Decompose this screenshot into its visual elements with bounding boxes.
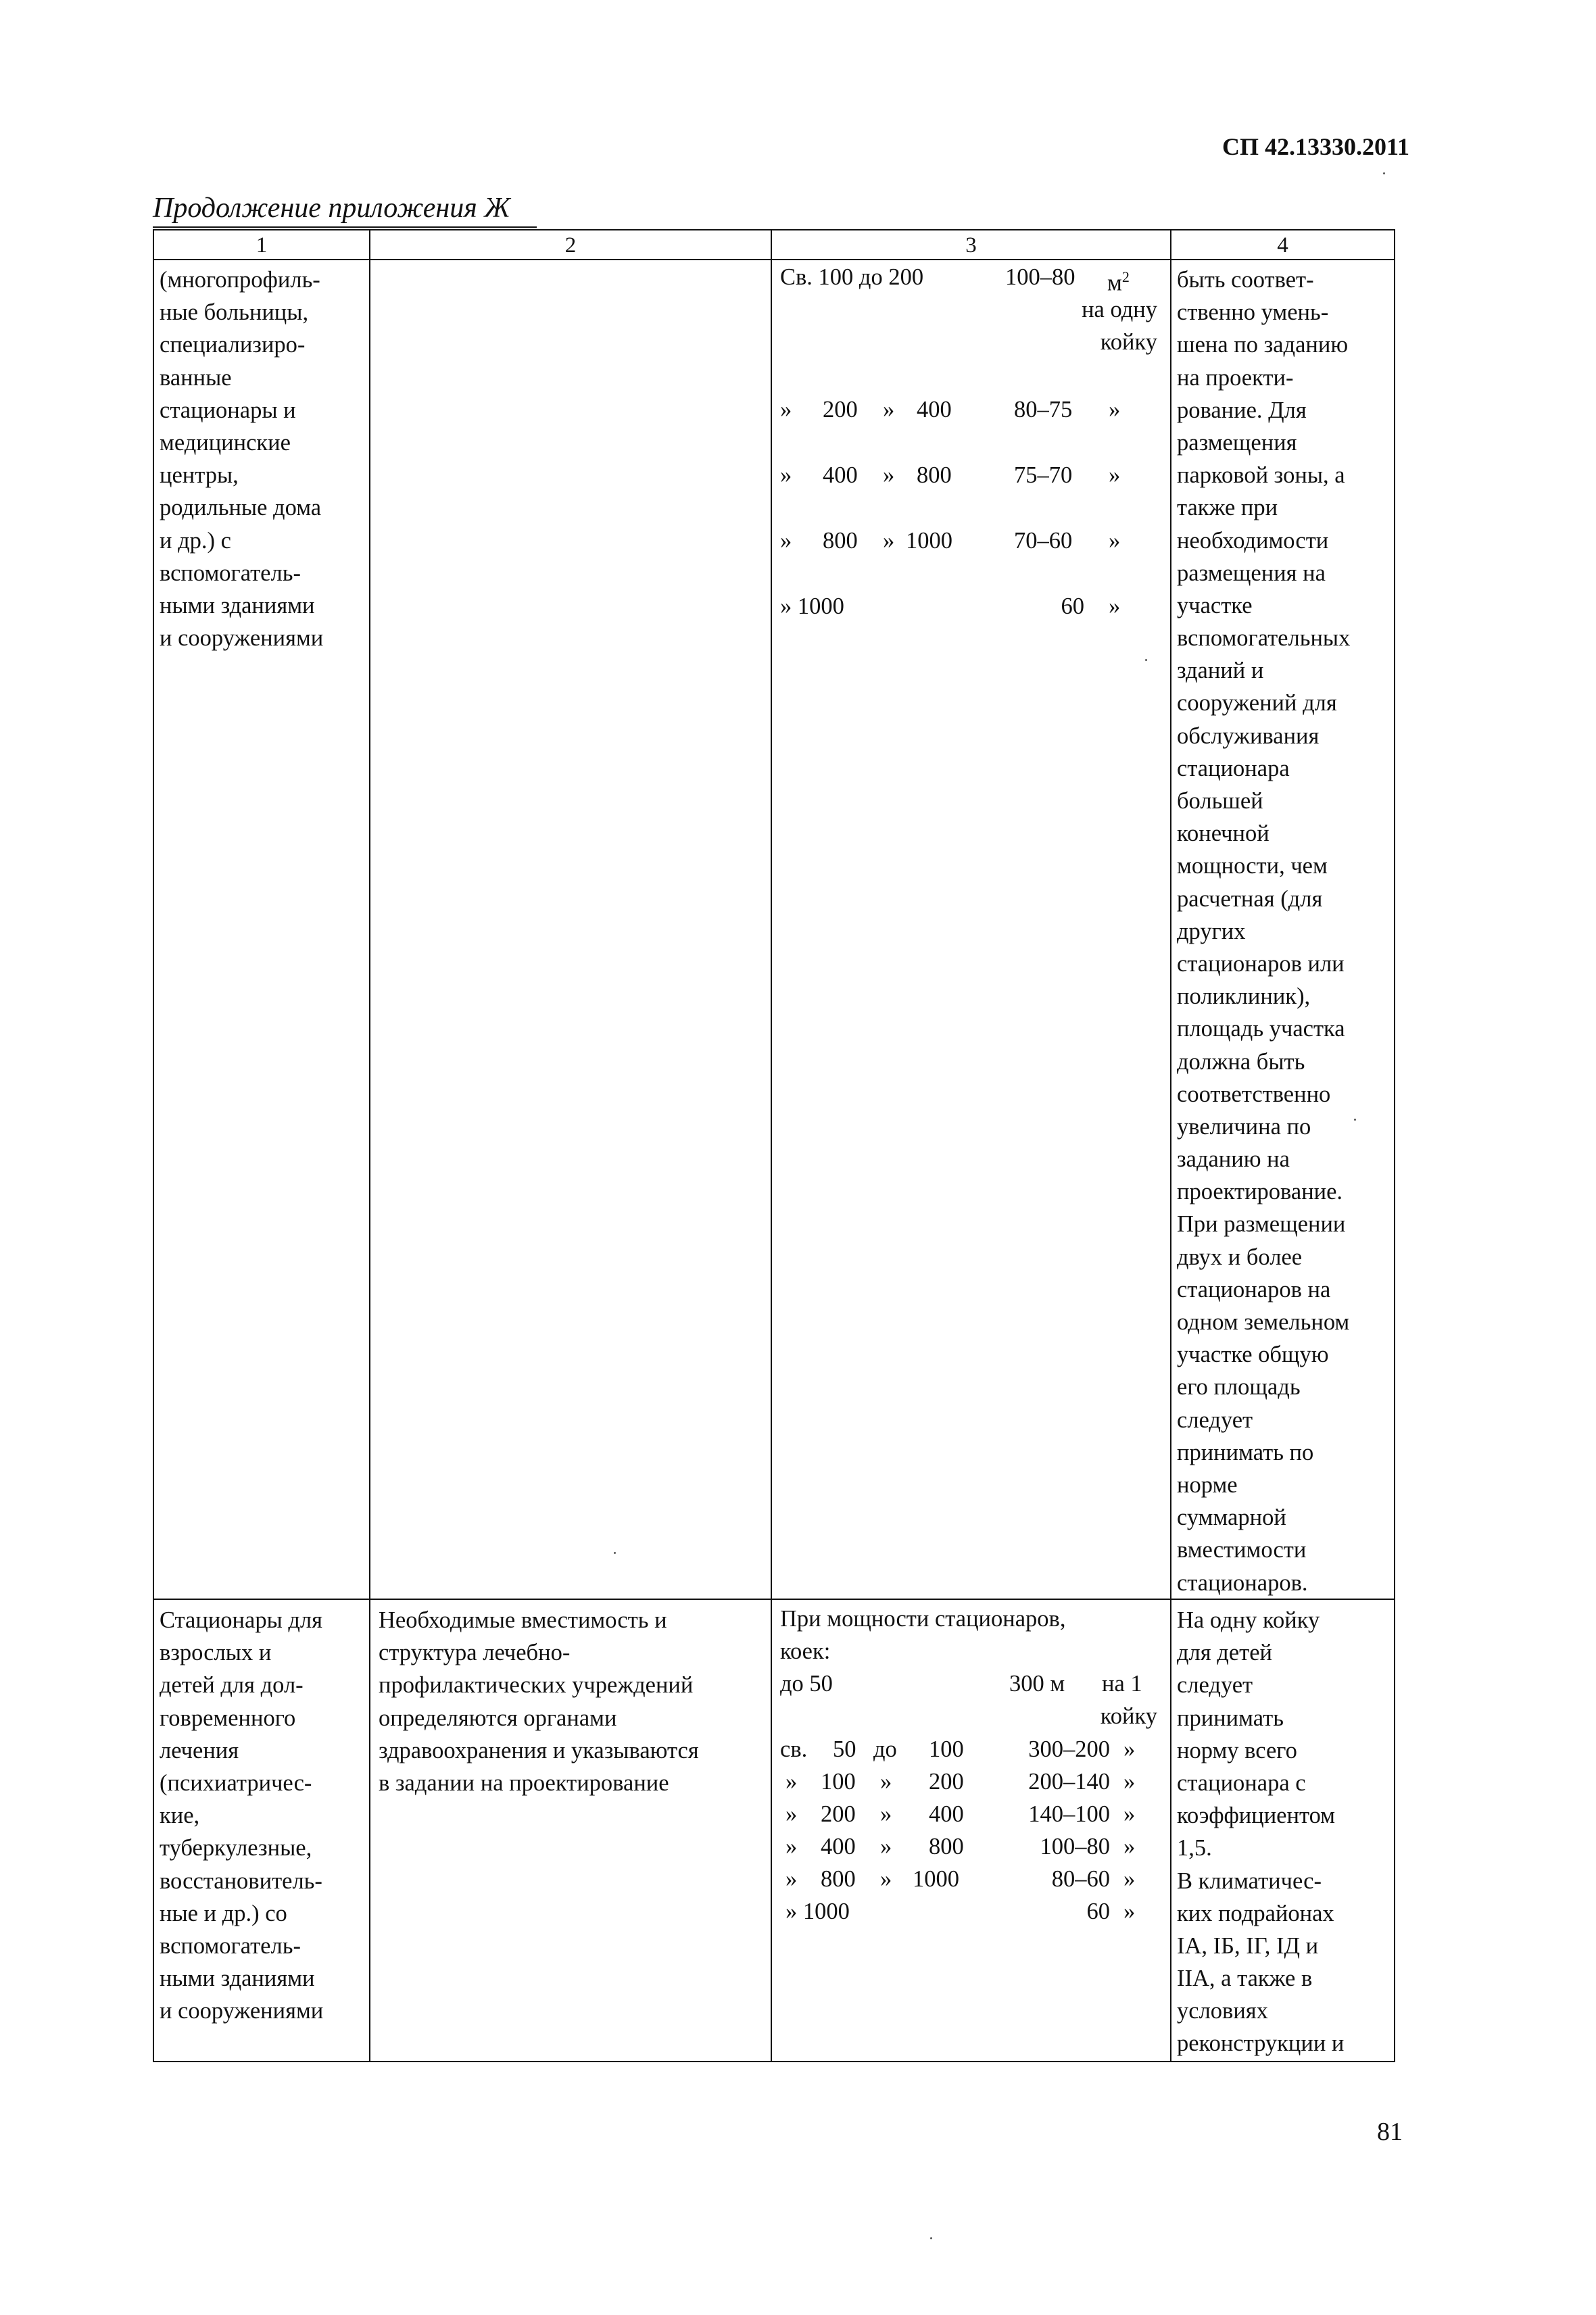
range-to: 800 [929,1834,964,1859]
text-line: быть соответ- [1177,267,1314,293]
text-line: конечной [1177,821,1269,847]
text-line: профилактических учреждений [379,1672,694,1699]
column-divider [1170,229,1171,2062]
ditto-mark: » [780,528,792,554]
unit-label [1107,262,1130,298]
text-line: туберкулезные, [160,1835,312,1861]
text-line: Стационары для [160,1607,323,1633]
text-line: парковой зоны, а [1177,462,1345,489]
text-line: стационаров на [1177,1276,1331,1302]
header-row-divider [153,259,1395,260]
text-line: структура лечебно- [379,1640,571,1666]
range-prefix: до [873,1736,897,1762]
text-line: мощности, чем [1177,853,1328,879]
text-line: ких подрайонах [1177,1900,1334,1926]
ditto-mark: » [1123,1834,1136,1859]
range-from: 400 [823,462,858,488]
text-line: также при [1177,495,1278,521]
ditto-mark: » [883,397,895,422]
row2-col2-cell [379,1604,769,1799]
range-value: 300–200 [1028,1736,1110,1762]
text-line: размещения [1177,429,1297,456]
ditto-mark: » [883,528,895,554]
text-line: поликлиник), [1177,983,1311,1010]
range-value: 80–60 [1051,1866,1110,1892]
text-line: должна быть [1177,1048,1305,1075]
range-to: 400 [929,1801,964,1827]
text-line: соответственно [1177,1081,1331,1107]
range-from: 800 [821,1866,856,1892]
ditto-mark: » [883,462,895,488]
range-from: 100 [821,1769,856,1795]
text-line: вспомогатель- [160,560,301,586]
text-line: стационара [1177,755,1290,781]
range-value: 60 [1061,593,1084,619]
text-line: в задании на проектирование [379,1770,669,1796]
page-number: 81 [1377,2118,1403,2146]
column-number-4: 4 [1277,233,1288,258]
range-to: 100 [929,1736,964,1762]
text-line: необходимости [1177,527,1329,554]
text-line: (психиатричес- [160,1770,312,1796]
text-line: В климатичес- [1177,1868,1322,1894]
range-to: 1000 [906,528,952,554]
text-line: стационаров или [1177,950,1345,977]
text-line: детей для дол- [160,1672,304,1699]
text-line: и др.) с [160,527,231,554]
range-to: 200 [929,1769,964,1795]
ditto-mark: » [785,1769,798,1795]
ditto-mark: » [785,1866,798,1892]
text-line: рование. Для [1177,397,1307,423]
text-line: говременного [160,1705,296,1731]
text-line: медицинские [160,429,291,456]
text-line: восстановитель- [160,1868,322,1894]
ditto-mark: » [785,1801,798,1827]
text-line: ственно умень- [1177,299,1329,326]
text-line: размещения на [1177,560,1326,586]
text-line: IA, IБ, IГ, IД и [1177,1932,1319,1959]
text-line: центры, [160,462,239,489]
text-line: участке общую [1177,1342,1329,1368]
per-label: на одну [1082,297,1157,322]
text-line: одном земельном [1177,1309,1350,1335]
text-line: проектирование. [1177,1179,1343,1205]
text-line: условиях [1177,1998,1268,2024]
ditto-mark: » [1123,1769,1136,1795]
text-line: большей [1177,788,1263,814]
range-value: 60 [1086,1899,1110,1924]
scan-speck [1354,1119,1356,1121]
text-line: реконструкции и [1177,2030,1345,2057]
continuation-caption: Продолжение приложения Ж [153,193,510,224]
text-line: IIA, а также в [1177,1966,1313,1992]
range-value: 100–80 [1005,264,1075,290]
text-line: здравоохранения и указываются [379,1737,699,1763]
text-line: специализиро- [160,332,306,358]
scan-speck [1145,659,1147,661]
text-line: взрослых и [160,1640,272,1666]
ditto-mark: » [1123,1866,1136,1892]
text-line: его площадь [1177,1374,1301,1400]
range-value: 80–75 [1014,397,1073,422]
caption-underline [153,226,537,228]
range-value: 300 м [1009,1671,1065,1697]
row1-col4-cell [1177,264,1393,1599]
unit-text: м [1107,270,1122,296]
text-line: ванные [160,364,232,391]
text-line: норму всего [1177,1737,1297,1763]
text-line: увеличина по [1177,1113,1311,1140]
text-line: стационары и [160,397,296,423]
ditto-mark: » [785,1834,798,1859]
per-label: койку [1100,329,1157,355]
range-to: 400 [917,397,952,422]
text-line: (многопрофиль- [160,267,320,293]
text-line: суммарной [1177,1505,1286,1531]
text-line: кие, [160,1803,200,1829]
text-line: определяются органами [379,1705,617,1731]
column-heading-text: При мощности стационаров, [780,1606,1066,1632]
ditto-mark: » [1109,528,1121,554]
ditto-mark: » [1123,1801,1136,1827]
scan-speck [614,1552,616,1554]
scan-speck [930,2237,932,2239]
range-from: 200 [823,397,858,422]
row2-col4-cell [1177,1604,1393,2060]
document-code: СП 42.13330.2011 [1222,133,1409,160]
row1-col1-cell [160,264,366,654]
range-value: 75–70 [1014,462,1073,488]
column-number-2: 2 [564,233,577,258]
ditto-mark: » [1123,1899,1136,1924]
text-line: расчетная (для [1177,885,1323,912]
range-value: 100–80 [1040,1834,1110,1859]
ditto-mark: » [1123,1736,1136,1762]
text-line: участке [1177,592,1253,618]
text-line: Необходимые вместимость и [379,1607,667,1633]
per-label: на 1 [1102,1671,1142,1697]
ditto-mark: » [880,1834,892,1859]
text-line: обслуживания [1177,723,1320,749]
column-heading-text: коек: [780,1638,831,1664]
ditto-mark: » [880,1801,892,1827]
column-divider [369,229,370,2062]
ditto-mark: » [1109,593,1121,619]
text-line: родильные дома [160,495,322,521]
range-to: 1000 [913,1866,959,1892]
text-line: на проекти- [1177,364,1294,391]
text-line: и сооружениями [160,1998,324,2024]
text-line: площадь участка [1177,1016,1345,1042]
text-line: принимать [1177,1705,1284,1731]
text-line: и сооружениями [160,625,324,652]
range-label: » 1000 [780,593,844,619]
text-line: ными зданиями [160,592,315,618]
text-line: для детей [1177,1640,1272,1666]
ditto-mark: » [780,397,792,422]
text-line: лечения [160,1737,239,1763]
ditto-mark: » [780,462,792,488]
ditto-mark: » [1109,462,1121,488]
column-divider [771,229,772,2062]
range-prefix: св. [780,1736,808,1762]
text-line: принимать по [1177,1439,1314,1465]
text-line: стационаров. [1177,1569,1308,1596]
text-line: норме [1177,1471,1238,1498]
range-from: 200 [821,1801,856,1827]
range-from: 400 [821,1834,856,1859]
text-line: шена по заданию [1177,332,1349,358]
text-line: 1,5. [1177,1835,1212,1861]
row2-col1-cell [160,1604,366,2027]
text-line: ные больницы, [160,299,309,326]
column-number-1: 1 [256,233,268,258]
per-label: койку [1100,1703,1157,1729]
text-line: стационара с [1177,1770,1306,1796]
ditto-mark: » [880,1866,892,1892]
range-label: Св. 100 до 200 [780,264,924,290]
text-line: вспомогатель- [160,1932,301,1959]
text-line: следует [1177,1407,1253,1433]
text-line: заданию на [1177,1146,1290,1173]
range-from: 50 [833,1736,856,1762]
ditto-mark: » [880,1769,892,1795]
text-line: следует [1177,1672,1253,1699]
text-line: двух и более [1177,1244,1303,1270]
text-line: зданий и [1177,658,1264,684]
range-from: 800 [823,528,858,554]
text-line: вместимости [1177,1537,1307,1563]
range-label: до 50 [780,1671,833,1697]
text-line: вспомогательных [1177,625,1351,652]
scan-speck [1383,172,1385,174]
text-line: коэффициентом [1177,1803,1336,1829]
range-value: 140–100 [1028,1801,1110,1827]
range-value: 200–140 [1028,1769,1110,1795]
range-to: 800 [917,462,952,488]
text-line: сооружений для [1177,690,1337,716]
range-value: 70–60 [1014,528,1073,554]
column-number-3: 3 [965,233,977,258]
text-line: При размещении [1177,1211,1346,1238]
text-line: На одну койку [1177,1607,1320,1633]
unit-power: 2 [1121,268,1130,285]
text-line: других [1177,918,1246,944]
text-line: ные и др.) со [160,1900,287,1926]
ditto-mark: » [1109,397,1121,422]
text-line: ными зданиями [160,1966,315,1992]
range-label: » 1000 [785,1899,850,1924]
